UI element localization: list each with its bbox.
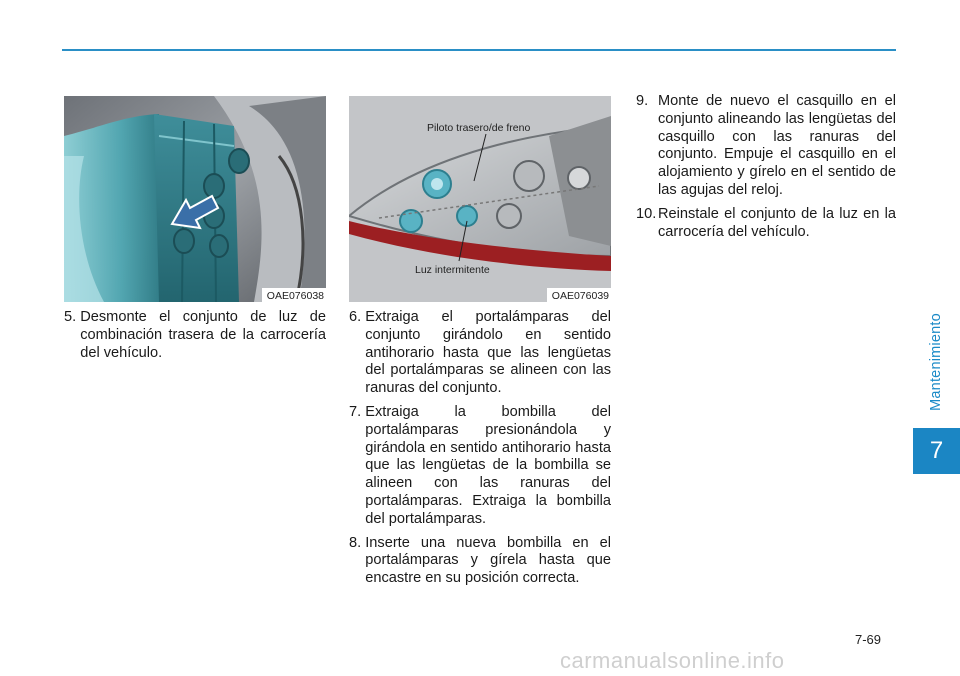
text-column-1	[64, 309, 326, 368]
step-item: 10. Reinstale el conjunto de la luz en la carrocería del vehículo.	[636, 205, 896, 240]
step-item: 9. Monte de nuevo el casquillo en el conjunto alineando las lengüetas del casquillo con las ranuras del conjunto. Empuje el casquillo en el alojamiento y gírelo en el sentido de las agujas del reloj.	[636, 93, 896, 198]
step-item: 7. Extraiga la bombilla del portalámparas presionándola y girándola en sentido antihorario hasta que las lengüetas de la bombilla se alineen con las ranuras del portalámparas. Extraiga la bombilla del portalámparas.	[349, 403, 611, 527]
chapter-badge: 7	[913, 428, 960, 474]
figure-lamp-removal	[64, 96, 326, 302]
lamp-removal-illustration	[64, 96, 326, 302]
callout-turn-signal: Luz intermitente	[415, 264, 490, 276]
header-rule	[62, 49, 896, 51]
section-tab	[912, 304, 960, 419]
watermark: carmanualsonline.info	[560, 648, 785, 673]
figure-code: OAE076039	[547, 288, 611, 302]
page-number: 7-69	[855, 632, 882, 647]
section-label: Mantenimiento	[928, 312, 944, 411]
text-column-3	[636, 93, 896, 247]
figure-code: OAE076038	[262, 288, 326, 302]
text-column-2	[349, 309, 611, 594]
step-item: 5. Desmonte el conjunto de luz de combinación trasera de la carrocería del vehículo.	[64, 309, 326, 361]
step-item: 6. Extraiga el portalámparas del conjunto girándolo en sentido antihorario hasta que las lengüetas del portalámparas se alineen con las ranuras del conjunto.	[349, 309, 611, 397]
step-item: 8. Inserte una nueva bombilla en el portalámparas y gírela hasta que encastre en su posición correcta.	[349, 534, 611, 587]
figure-lamp-assembly	[349, 96, 611, 302]
callout-tail-brake: Piloto trasero/de freno	[427, 122, 531, 134]
